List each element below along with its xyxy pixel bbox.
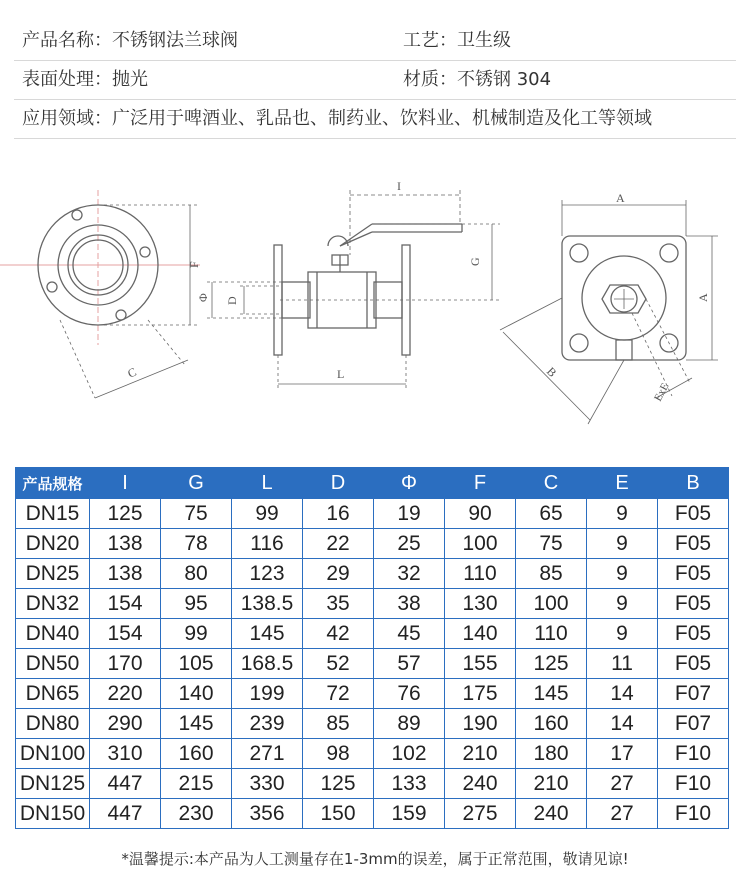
- info-row-application: [0, 100, 750, 138]
- table-cell-f: 240: [445, 769, 516, 799]
- table-cell-i: 138: [90, 559, 161, 589]
- valve-side-view: [207, 190, 500, 390]
- table-cell-f: 175: [445, 679, 516, 709]
- technical-drawing: [0, 160, 750, 460]
- table-cell-c: 85: [516, 559, 587, 589]
- dim-label-phi: Φ: [196, 293, 210, 302]
- table-row: [16, 679, 729, 709]
- table-cell-c: 100: [516, 589, 587, 619]
- dim-label-a-top: A: [616, 191, 625, 205]
- table-cell-l: 239: [232, 709, 303, 739]
- dim-label-c: C: [125, 364, 139, 381]
- table-cell-phi: 38: [374, 589, 445, 619]
- table-cell-i: 290: [90, 709, 161, 739]
- table-row: [16, 769, 729, 799]
- column-header-g: G: [161, 468, 232, 499]
- info-row-surface: [0, 61, 750, 99]
- table-cell-l: 99: [232, 499, 303, 529]
- table-cell-b: F10: [658, 769, 729, 799]
- table-cell-d: 125: [303, 769, 374, 799]
- table-cell-e: 9: [587, 529, 658, 559]
- table-cell-e: 14: [587, 709, 658, 739]
- footnote: *温馨提示:本产品为人工测量存在1-3mm的误差，属于正常范围，敬请见谅!: [121, 850, 629, 868]
- column-header-b: B: [658, 468, 729, 499]
- table-cell-d: 29: [303, 559, 374, 589]
- column-header-phi: Φ: [374, 468, 445, 499]
- column-header-f: F: [445, 468, 516, 499]
- table-cell-g: 140: [161, 679, 232, 709]
- table-cell-c: 125: [516, 649, 587, 679]
- table-cell-phi: 102: [374, 739, 445, 769]
- table-cell-f: 140: [445, 619, 516, 649]
- table-cell-phi: 45: [374, 619, 445, 649]
- table-cell-l: 116: [232, 529, 303, 559]
- table-cell-spec: DN40: [16, 619, 90, 649]
- table-cell-d: 98: [303, 739, 374, 769]
- table-cell-phi: 89: [374, 709, 445, 739]
- table-cell-spec: DN65: [16, 679, 90, 709]
- table-cell-g: 145: [161, 709, 232, 739]
- table-cell-e: 11: [587, 649, 658, 679]
- spec-table: [15, 467, 729, 829]
- table-cell-e: 14: [587, 679, 658, 709]
- table-cell-d: 22: [303, 529, 374, 559]
- table-cell-spec: DN80: [16, 709, 90, 739]
- table-cell-l: 356: [232, 799, 303, 829]
- column-header-e: E: [587, 468, 658, 499]
- column-header-d: D: [303, 468, 374, 499]
- table-cell-l: 123: [232, 559, 303, 589]
- table-cell-f: 100: [445, 529, 516, 559]
- table-cell-i: 125: [90, 499, 161, 529]
- table-row: [16, 739, 729, 769]
- table-cell-l: 199: [232, 679, 303, 709]
- product-name: 产品名称：不锈钢法兰球阀: [22, 30, 238, 51]
- table-row: [16, 799, 729, 829]
- table-cell-g: 78: [161, 529, 232, 559]
- table-cell-g: 215: [161, 769, 232, 799]
- table-cell-f: 90: [445, 499, 516, 529]
- table-cell-spec: DN125: [16, 769, 90, 799]
- table-header-row: [16, 468, 729, 499]
- table-cell-b: F05: [658, 589, 729, 619]
- table-cell-c: 65: [516, 499, 587, 529]
- table-cell-spec: DN15: [16, 499, 90, 529]
- table-cell-e: 9: [587, 499, 658, 529]
- table-cell-l: 271: [232, 739, 303, 769]
- table-cell-b: F07: [658, 679, 729, 709]
- table-cell-c: 145: [516, 679, 587, 709]
- table-cell-spec: DN150: [16, 799, 90, 829]
- table-cell-c: 110: [516, 619, 587, 649]
- table-cell-b: F07: [658, 709, 729, 739]
- table-cell-f: 275: [445, 799, 516, 829]
- table-cell-g: 160: [161, 739, 232, 769]
- table-cell-phi: 76: [374, 679, 445, 709]
- table-cell-d: 52: [303, 649, 374, 679]
- table-cell-d: 42: [303, 619, 374, 649]
- dim-label-g: G: [468, 257, 482, 266]
- table-cell-f: 210: [445, 739, 516, 769]
- table-cell-i: 447: [90, 799, 161, 829]
- column-header-c: C: [516, 468, 587, 499]
- table-cell-b: F05: [658, 559, 729, 589]
- dim-label-b: B: [543, 364, 560, 380]
- table-cell-e: 27: [587, 799, 658, 829]
- table-cell-i: 220: [90, 679, 161, 709]
- table-row: [16, 649, 729, 679]
- table-cell-spec: DN20: [16, 529, 90, 559]
- table-cell-f: 190: [445, 709, 516, 739]
- table-cell-d: 72: [303, 679, 374, 709]
- table-cell-phi: 32: [374, 559, 445, 589]
- table-cell-d: 35: [303, 589, 374, 619]
- table-cell-c: 75: [516, 529, 587, 559]
- column-header-l: L: [232, 468, 303, 499]
- table-cell-f: 110: [445, 559, 516, 589]
- table-cell-e: 9: [587, 589, 658, 619]
- table-cell-e: 17: [587, 739, 658, 769]
- table-cell-spec: DN50: [16, 649, 90, 679]
- table-cell-i: 310: [90, 739, 161, 769]
- table-cell-e: 9: [587, 619, 658, 649]
- table-cell-l: 145: [232, 619, 303, 649]
- table-cell-i: 170: [90, 649, 161, 679]
- table-cell-g: 95: [161, 589, 232, 619]
- divider: [14, 138, 736, 139]
- table-cell-spec: DN25: [16, 559, 90, 589]
- column-header-spec: 产品规格: [16, 468, 90, 499]
- dim-label-exe: ExE: [652, 381, 672, 404]
- application-field: 应用领域：广泛用于啤酒业、乳品也、制药业、饮料业、机械制造及化工等领域: [22, 108, 652, 129]
- material: 材质：不锈钢 304: [403, 69, 552, 90]
- table-cell-d: 150: [303, 799, 374, 829]
- flange-front-view: [0, 190, 200, 398]
- table-cell-d: 16: [303, 499, 374, 529]
- table-cell-b: F10: [658, 799, 729, 829]
- dim-label-a-right: A: [696, 293, 710, 302]
- table-cell-l: 330: [232, 769, 303, 799]
- table-row: [16, 619, 729, 649]
- table-cell-l: 168.5: [232, 649, 303, 679]
- table-row: [16, 589, 729, 619]
- table-cell-i: 447: [90, 769, 161, 799]
- table-cell-g: 105: [161, 649, 232, 679]
- table-cell-d: 85: [303, 709, 374, 739]
- table-cell-phi: 133: [374, 769, 445, 799]
- table-cell-i: 138: [90, 529, 161, 559]
- column-header-i: I: [90, 468, 161, 499]
- dim-label-d: D: [225, 296, 239, 305]
- table-cell-b: F05: [658, 619, 729, 649]
- actuator-top-view: [500, 200, 718, 424]
- table-row: [16, 499, 729, 529]
- table-cell-c: 210: [516, 769, 587, 799]
- table-cell-b: F05: [658, 529, 729, 559]
- table-cell-e: 27: [587, 769, 658, 799]
- table-cell-phi: 57: [374, 649, 445, 679]
- table-cell-b: F10: [658, 739, 729, 769]
- table-cell-b: F05: [658, 649, 729, 679]
- table-cell-f: 130: [445, 589, 516, 619]
- table-cell-g: 75: [161, 499, 232, 529]
- table-cell-spec: DN32: [16, 589, 90, 619]
- table-cell-g: 230: [161, 799, 232, 829]
- table-cell-i: 154: [90, 619, 161, 649]
- table-cell-c: 240: [516, 799, 587, 829]
- table-cell-i: 154: [90, 589, 161, 619]
- table-row: [16, 559, 729, 589]
- table-cell-phi: 19: [374, 499, 445, 529]
- table-cell-e: 9: [587, 559, 658, 589]
- table-cell-phi: 25: [374, 529, 445, 559]
- table-cell-c: 180: [516, 739, 587, 769]
- table-cell-c: 160: [516, 709, 587, 739]
- table-row: [16, 529, 729, 559]
- table-cell-spec: DN100: [16, 739, 90, 769]
- table-cell-l: 138.5: [232, 589, 303, 619]
- info-row-name: [0, 22, 750, 60]
- table-cell-g: 80: [161, 559, 232, 589]
- dim-label-i: I: [397, 179, 401, 193]
- table-cell-f: 155: [445, 649, 516, 679]
- table-cell-phi: 159: [374, 799, 445, 829]
- process-grade: 工艺：卫生级: [403, 30, 511, 51]
- table-cell-b: F05: [658, 499, 729, 529]
- table-cell-g: 99: [161, 619, 232, 649]
- surface-treatment: 表面处理：抛光: [22, 69, 148, 90]
- dim-label-f: F: [187, 261, 201, 268]
- dim-label-l: L: [337, 367, 345, 381]
- table-row: [16, 709, 729, 739]
